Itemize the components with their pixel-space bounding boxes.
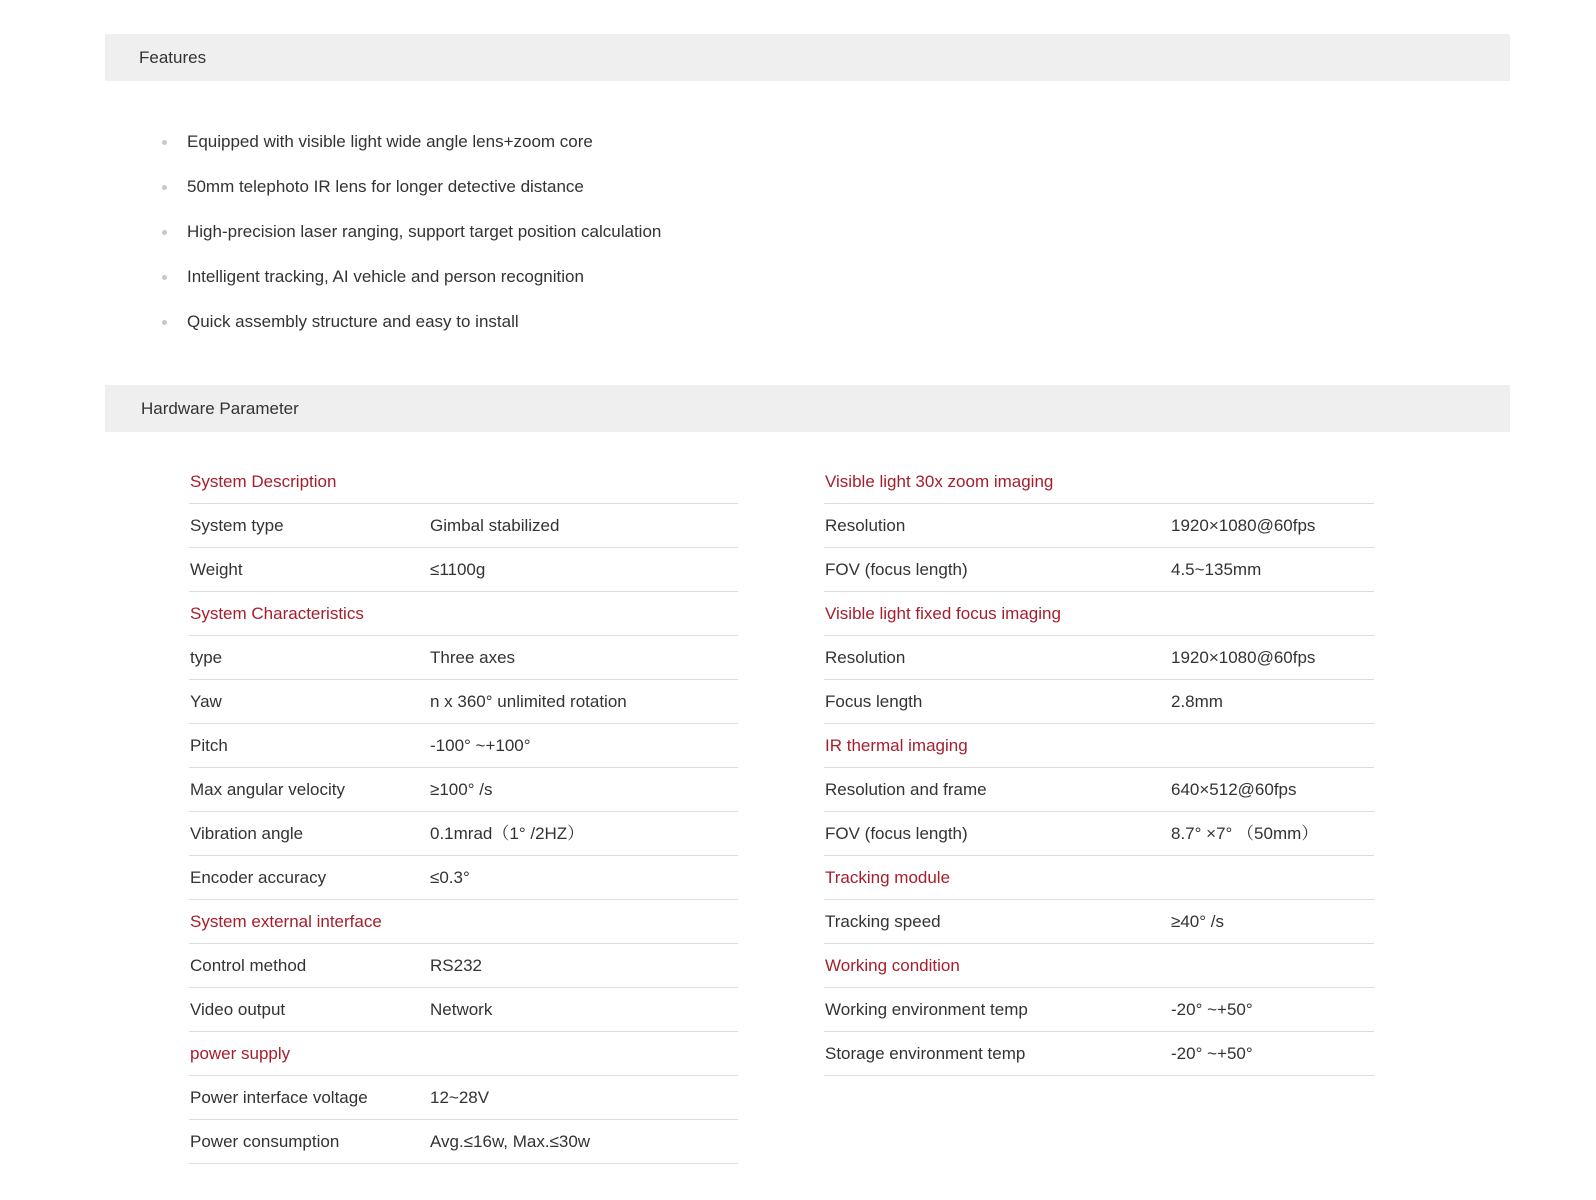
param-value: ≥100° /s [430, 780, 493, 799]
hardware-section-header [105, 385, 1510, 432]
param-row [189, 1120, 738, 1164]
bullet-icon [162, 275, 167, 280]
param-row [189, 636, 738, 680]
bullet-icon [162, 320, 167, 325]
features-section-header [105, 34, 1510, 81]
param-label: Resolution and frame [825, 780, 987, 799]
param-value: 1920×1080@60fps [1171, 648, 1316, 667]
param-label: Vibration angle [190, 824, 304, 843]
feature-text: Intelligent tracking, AI vehicle and person recognition [187, 267, 584, 286]
param-row [824, 768, 1374, 812]
param-label: Resolution [825, 516, 906, 535]
param-value: ≤1100g [430, 560, 486, 579]
param-label: Encoder accuracy [190, 868, 327, 887]
param-group-title: power supply [189, 1032, 738, 1076]
param-label: Power consumption [190, 1132, 340, 1151]
param-group-title: Visible light 30x zoom imaging [824, 460, 1374, 504]
param-label: Tracking speed [825, 912, 941, 931]
param-value: 0.1mrad（1° /2HZ） [430, 824, 585, 843]
param-row [824, 504, 1374, 548]
param-label: Power interface voltage [190, 1088, 368, 1107]
param-row [824, 680, 1374, 724]
param-group-title: Visible light fixed focus imaging [824, 592, 1374, 636]
param-label: System type [190, 516, 284, 535]
param-label: type [190, 648, 223, 667]
param-value: Avg.≤16w, Max.≤30w [430, 1132, 591, 1151]
param-label: FOV (focus length) [825, 824, 968, 843]
param-value: n x 360° unlimited rotation [430, 692, 627, 711]
param-label: Max angular velocity [190, 780, 345, 799]
param-row [189, 988, 738, 1032]
param-label: Resolution [825, 648, 906, 667]
param-value: 4.5~135mm [1171, 560, 1262, 579]
feature-text: Quick assembly structure and easy to install [187, 312, 519, 331]
param-row [189, 812, 738, 856]
feature-text: High-precision laser ranging, support target position calculation [187, 222, 662, 241]
param-group-title: Tracking module [824, 856, 1374, 900]
param-group-title: Working condition [824, 944, 1374, 988]
feature-text: Equipped with visible light wide angle lens+zoom core [187, 132, 593, 151]
param-value: Gimbal stabilized [430, 516, 560, 535]
bullet-icon [162, 230, 167, 235]
param-label: Yaw [190, 692, 222, 711]
param-value: 8.7° ×7° （50mm） [1171, 824, 1319, 843]
feature-text: 50mm telephoto IR lens for longer detective distance [187, 177, 584, 196]
param-group-title: System Description [189, 460, 738, 504]
param-value: 640×512@60fps [1171, 780, 1297, 799]
param-value: ≥40° /s [1171, 912, 1224, 931]
param-value: ≤0.3° [430, 868, 470, 887]
param-row [189, 944, 738, 988]
param-label: Weight [190, 560, 243, 579]
feature-item [160, 263, 661, 308]
param-label: Focus length [825, 692, 923, 711]
param-label: Working environment temp [825, 1000, 1028, 1019]
param-label: Video output [190, 1000, 286, 1019]
param-label: Storage environment temp [825, 1044, 1026, 1063]
param-row [189, 856, 738, 900]
param-label: Pitch [190, 736, 228, 755]
param-value: RS232 [430, 956, 482, 975]
hardware-params-left-column [189, 460, 738, 1164]
param-label: Control method [190, 956, 307, 975]
bullet-icon [162, 185, 167, 190]
param-label: FOV (focus length) [825, 560, 968, 579]
param-value: -20° ~+50° [1171, 1000, 1253, 1019]
bullet-icon [162, 140, 167, 145]
param-value: 1920×1080@60fps [1171, 516, 1316, 535]
param-row [189, 548, 738, 592]
param-group-title: System Characteristics [189, 592, 738, 636]
param-row [824, 636, 1374, 680]
features-heading: Features [139, 48, 207, 67]
param-row [189, 1076, 738, 1120]
param-value: 12~28V [430, 1088, 490, 1107]
feature-item [160, 173, 661, 218]
hardware-params-right-column [824, 460, 1374, 1076]
param-value: 2.8mm [1171, 692, 1223, 711]
param-group-title: IR thermal imaging [824, 724, 1374, 768]
param-group-title: System external interface [189, 900, 738, 944]
param-row [189, 724, 738, 768]
param-value: Network [430, 1000, 493, 1019]
param-value: -100° ~+100° [430, 736, 531, 755]
param-row [189, 504, 738, 548]
hardware-heading: Hardware Parameter [141, 399, 299, 418]
feature-item [160, 128, 661, 173]
feature-item [160, 218, 661, 263]
param-value: -20° ~+50° [1171, 1044, 1253, 1063]
param-row [824, 988, 1374, 1032]
param-row [824, 1032, 1374, 1076]
param-row [824, 812, 1374, 856]
param-row [824, 548, 1374, 592]
feature-item [160, 308, 661, 353]
param-value: Three axes [430, 648, 516, 667]
param-row [189, 768, 738, 812]
param-row [189, 680, 738, 724]
param-row [824, 900, 1374, 944]
features-list [160, 128, 661, 353]
